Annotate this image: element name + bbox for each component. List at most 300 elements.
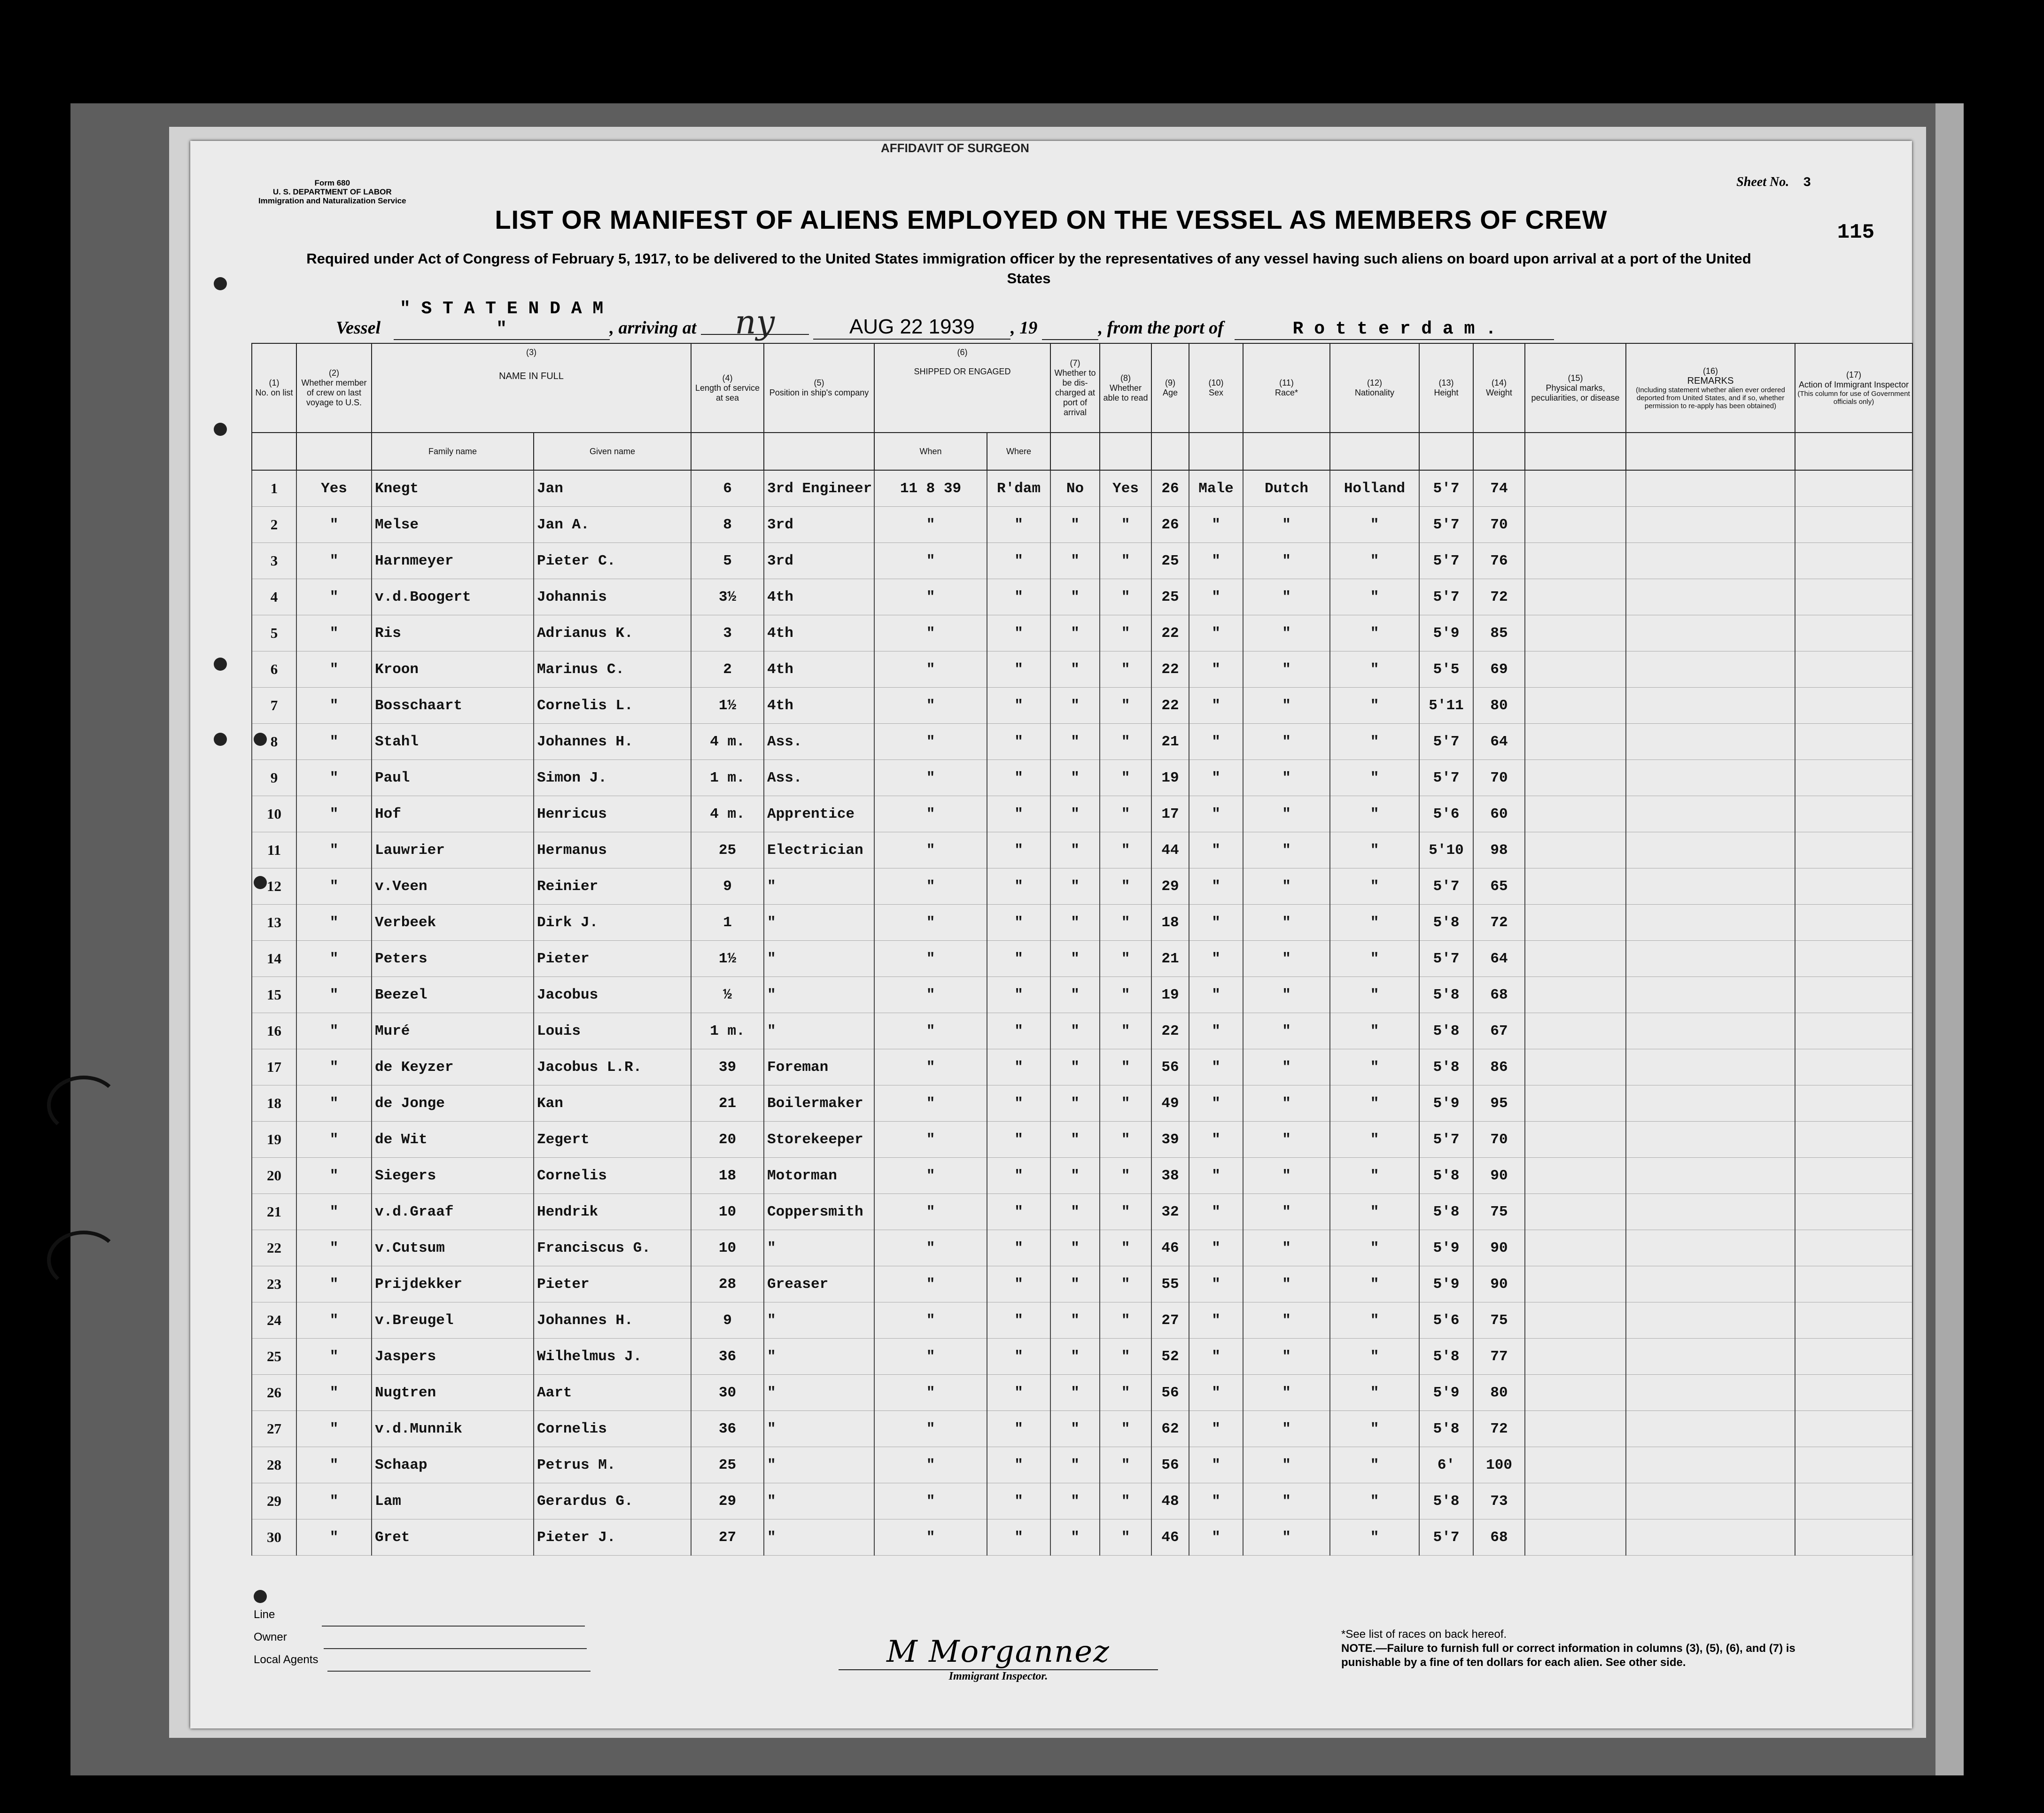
family-name-cell: v.Cutsum <box>372 1230 534 1266</box>
shipped-when-cell: " <box>874 1447 987 1483</box>
shipped-where-cell: " <box>987 1122 1050 1158</box>
length-of-service-cell: 25 <box>691 832 764 868</box>
row-number-cell: 22 <box>252 1230 296 1266</box>
given-name-cell: Henricus <box>534 796 691 832</box>
remarks-cell <box>1626 470 1795 507</box>
shipped-when-cell: " <box>874 724 987 760</box>
age-cell: 38 <box>1151 1158 1189 1194</box>
age-cell: 19 <box>1151 760 1189 796</box>
family-name-cell: Beezel <box>372 977 534 1013</box>
shipped-when-cell: " <box>874 1483 987 1519</box>
physical-marks-cell <box>1525 796 1626 832</box>
race-cell: " <box>1243 1049 1330 1085</box>
sex-cell: " <box>1189 905 1243 941</box>
shipped-when-cell: " <box>874 1339 987 1375</box>
given-name-cell: Petrus M. <box>534 1447 691 1483</box>
able-to-read-cell: " <box>1100 724 1151 760</box>
crew-member-flag-cell: " <box>296 1483 372 1519</box>
age-cell: 19 <box>1151 977 1189 1013</box>
crew-member-flag-cell: Yes <box>296 470 372 507</box>
able-to-read-cell: " <box>1100 977 1151 1013</box>
row-number-cell: 24 <box>252 1302 296 1339</box>
weight-cell: 67 <box>1473 1013 1525 1049</box>
crew-member-flag-cell: " <box>296 941 372 977</box>
family-name-cell: Peters <box>372 941 534 977</box>
discharged-flag-cell: " <box>1050 905 1100 941</box>
able-to-read-cell: " <box>1100 1085 1151 1122</box>
shipped-where-cell: " <box>987 1447 1050 1483</box>
row-number-cell: 17 <box>252 1049 296 1085</box>
row-number-cell: 4 <box>252 579 296 615</box>
inspector-action-cell <box>1795 1230 1912 1266</box>
age-cell: 55 <box>1151 1266 1189 1302</box>
height-cell: 5'10 <box>1419 832 1473 868</box>
remarks-cell <box>1626 1375 1795 1411</box>
weight-cell: 73 <box>1473 1483 1525 1519</box>
age-cell: 22 <box>1151 651 1189 688</box>
crew-member-flag-cell: " <box>296 1266 372 1302</box>
weight-cell: 64 <box>1473 941 1525 977</box>
inspector-action-cell <box>1795 1122 1912 1158</box>
sheet-number-field <box>1736 175 1811 190</box>
nationality-cell: " <box>1330 1339 1419 1375</box>
family-name-cell: Melse <box>372 507 534 543</box>
discharged-flag-cell: " <box>1050 1049 1100 1085</box>
discharged-flag-cell: " <box>1050 507 1100 543</box>
col-weight-header: (14) Weight <box>1473 343 1525 433</box>
sex-cell: " <box>1189 760 1243 796</box>
height-cell: 5'7 <box>1419 941 1473 977</box>
race-cell: " <box>1243 1194 1330 1230</box>
col-position-header: (5) Position in ship's company <box>764 343 874 433</box>
height-cell: 5'9 <box>1419 1085 1473 1122</box>
row-number-cell: 28 <box>252 1447 296 1483</box>
height-cell: 5'7 <box>1419 543 1473 579</box>
physical-marks-cell <box>1525 688 1626 724</box>
given-name-cell: Pieter C. <box>534 543 691 579</box>
given-name-cell: Dirk J. <box>534 905 691 941</box>
age-cell: 21 <box>1151 941 1189 977</box>
remarks-cell <box>1626 1085 1795 1122</box>
height-cell: 5'11 <box>1419 688 1473 724</box>
table-row <box>252 1375 1912 1411</box>
where-subheader: Where <box>987 433 1050 470</box>
shipped-when-cell: " <box>874 615 987 651</box>
discharged-flag-cell: " <box>1050 1013 1100 1049</box>
able-to-read-cell: " <box>1100 1483 1151 1519</box>
family-name-cell: Knegt <box>372 470 534 507</box>
able-to-read-cell: " <box>1100 507 1151 543</box>
inspector-action-cell <box>1795 868 1912 905</box>
nationality-cell: " <box>1330 1266 1419 1302</box>
page-subtitle: Required under Act of Congress of February 5, 1917, to be delivered to the United States immigration officer by the representatives of any vessel having such aliens on board upon arrival at a port of the United States <box>306 250 1751 287</box>
given-name-cell: Adrianus K. <box>534 615 691 651</box>
table-row <box>252 1194 1912 1230</box>
nationality-cell: " <box>1330 941 1419 977</box>
physical-marks-cell <box>1525 507 1626 543</box>
sex-cell: " <box>1189 1230 1243 1266</box>
crew-member-flag-cell: " <box>296 1519 372 1556</box>
sex-cell: " <box>1189 868 1243 905</box>
crew-table-container <box>251 343 1910 1556</box>
weight-cell: 70 <box>1473 760 1525 796</box>
crew-member-flag-cell: " <box>296 1230 372 1266</box>
height-cell: 5'7 <box>1419 724 1473 760</box>
length-of-service-cell: 4 m. <box>691 796 764 832</box>
crew-member-flag-cell: " <box>296 905 372 941</box>
nationality-cell: " <box>1330 1519 1419 1556</box>
inspector-action-cell <box>1795 760 1912 796</box>
height-cell: 5'7 <box>1419 507 1473 543</box>
age-cell: 22 <box>1151 615 1189 651</box>
discharged-flag-cell: " <box>1050 579 1100 615</box>
family-name-cell: v.Veen <box>372 868 534 905</box>
table-row <box>252 724 1912 760</box>
remarks-cell <box>1626 1049 1795 1085</box>
crew-member-flag-cell: " <box>296 1049 372 1085</box>
binder-ring <box>47 1231 120 1290</box>
physical-marks-cell <box>1525 1085 1626 1122</box>
physical-marks-cell <box>1525 1483 1626 1519</box>
owner-field: Owner <box>254 1627 591 1649</box>
able-to-read-cell: " <box>1100 796 1151 832</box>
shipped-where-cell: " <box>987 1230 1050 1266</box>
shipped-where-cell: " <box>987 688 1050 724</box>
physical-marks-cell <box>1525 1049 1626 1085</box>
nationality-cell: " <box>1330 832 1419 868</box>
shipped-where-cell: " <box>987 1483 1050 1519</box>
col-member-header: (2) Whether member of crew on last voyage to U.S. <box>296 343 372 433</box>
length-of-service-cell: 18 <box>691 1158 764 1194</box>
shipped-where-cell: " <box>987 760 1050 796</box>
sheet-number: 3 <box>1803 176 1811 190</box>
crew-member-flag-cell: " <box>296 868 372 905</box>
remarks-cell <box>1626 1302 1795 1339</box>
nationality-cell: " <box>1330 1302 1419 1339</box>
inspector-signature-block <box>839 1635 1158 1683</box>
position-cell: " <box>764 1447 874 1483</box>
able-to-read-cell: " <box>1100 905 1151 941</box>
able-to-read-cell: " <box>1100 1194 1151 1230</box>
physical-marks-cell <box>1525 1411 1626 1447</box>
length-of-service-cell: 3½ <box>691 579 764 615</box>
family-name-cell: Prijdekker <box>372 1266 534 1302</box>
shipped-when-cell: " <box>874 1158 987 1194</box>
able-to-read-cell: " <box>1100 1519 1151 1556</box>
inspector-action-cell <box>1795 615 1912 651</box>
height-cell: 5'9 <box>1419 1266 1473 1302</box>
weight-cell: 90 <box>1473 1230 1525 1266</box>
height-cell: 5'8 <box>1419 1483 1473 1519</box>
nationality-cell: " <box>1330 688 1419 724</box>
col-shipped-header: (6) SHIPPED OR ENGAGED <box>874 343 1050 433</box>
physical-marks-cell <box>1525 1447 1626 1483</box>
height-cell: 5'9 <box>1419 1230 1473 1266</box>
physical-marks-cell <box>1525 832 1626 868</box>
given-name-subheader: Given name <box>534 433 691 470</box>
crew-member-flag-cell: " <box>296 1447 372 1483</box>
physical-marks-cell <box>1525 1519 1626 1556</box>
col-read-header: (8) Whether able to read <box>1100 343 1151 433</box>
crew-member-flag-cell: " <box>296 1085 372 1122</box>
remarks-cell <box>1626 1158 1795 1194</box>
shipped-when-cell: " <box>874 760 987 796</box>
race-cell: " <box>1243 1375 1330 1411</box>
table-row <box>252 543 1912 579</box>
nationality-cell: Holland <box>1330 470 1419 507</box>
shipped-when-cell: " <box>874 832 987 868</box>
nationality-cell: " <box>1330 977 1419 1013</box>
height-cell: 5'8 <box>1419 1339 1473 1375</box>
length-of-service-cell: 1 m. <box>691 1013 764 1049</box>
crew-member-flag-cell: " <box>296 688 372 724</box>
table-row <box>252 1519 1912 1556</box>
age-cell: 62 <box>1151 1411 1189 1447</box>
nationality-cell: " <box>1330 1122 1419 1158</box>
row-number-cell: 26 <box>252 1375 296 1411</box>
family-name-cell: de Wit <box>372 1122 534 1158</box>
given-name-cell: Reinier <box>534 868 691 905</box>
table-row <box>252 905 1912 941</box>
position-cell: Storekeeper <box>764 1122 874 1158</box>
col-sex-header: (10) Sex <box>1189 343 1243 433</box>
weight-cell: 80 <box>1473 1375 1525 1411</box>
able-to-read-cell: " <box>1100 1122 1151 1158</box>
age-cell: 49 <box>1151 1085 1189 1122</box>
height-cell: 5'7 <box>1419 1122 1473 1158</box>
weight-cell: 69 <box>1473 651 1525 688</box>
inspector-action-cell <box>1795 1013 1912 1049</box>
height-cell: 5'7 <box>1419 579 1473 615</box>
family-name-cell: Kroon <box>372 651 534 688</box>
crew-table-body <box>252 470 1912 1556</box>
physical-marks-cell <box>1525 1194 1626 1230</box>
shipped-where-cell: " <box>987 1339 1050 1375</box>
given-name-cell: Cornelis L. <box>534 688 691 724</box>
able-to-read-cell: " <box>1100 543 1151 579</box>
physical-marks-cell <box>1525 760 1626 796</box>
nationality-cell: " <box>1330 651 1419 688</box>
page-number: 115 <box>1837 221 1874 244</box>
physical-marks-cell <box>1525 651 1626 688</box>
punch-hole <box>214 658 227 671</box>
shipped-when-cell: " <box>874 941 987 977</box>
able-to-read-cell: " <box>1100 688 1151 724</box>
row-number-cell: 27 <box>252 1411 296 1447</box>
row-number-cell: 8 <box>252 724 296 760</box>
race-cell: " <box>1243 1302 1330 1339</box>
inspector-action-cell <box>1795 1194 1912 1230</box>
able-to-read-cell: " <box>1100 1339 1151 1375</box>
col-remarks-header: (16) REMARKS (Including statement whether alien ever ordered deported from United States, and if so, whether permission to re-apply has been obtained) <box>1626 343 1795 433</box>
shipped-where-cell: " <box>987 1049 1050 1085</box>
shipped-when-cell: " <box>874 1266 987 1302</box>
height-cell: 5'8 <box>1419 1411 1473 1447</box>
nationality-cell: " <box>1330 1158 1419 1194</box>
position-cell: " <box>764 1230 874 1266</box>
crew-member-flag-cell: " <box>296 796 372 832</box>
sex-cell: " <box>1189 1122 1243 1158</box>
able-to-read-cell: " <box>1100 760 1151 796</box>
race-cell: " <box>1243 579 1330 615</box>
weight-cell: 90 <box>1473 1266 1525 1302</box>
table-row <box>252 1339 1912 1375</box>
weight-cell: 75 <box>1473 1302 1525 1339</box>
position-cell: " <box>764 1411 874 1447</box>
physical-marks-cell <box>1525 724 1626 760</box>
crew-member-flag-cell: " <box>296 832 372 868</box>
table-row <box>252 1266 1912 1302</box>
remarks-cell <box>1626 579 1795 615</box>
physical-marks-cell <box>1525 470 1626 507</box>
table-row <box>252 941 1912 977</box>
race-cell: " <box>1243 977 1330 1013</box>
length-of-service-cell: 27 <box>691 1519 764 1556</box>
weight-cell: 70 <box>1473 1122 1525 1158</box>
agents-field: Local Agents <box>254 1649 591 1672</box>
crew-member-flag-cell: " <box>296 724 372 760</box>
able-to-read-cell: " <box>1100 941 1151 977</box>
inspector-action-cell <box>1795 1085 1912 1122</box>
able-to-read-cell: " <box>1100 579 1151 615</box>
height-cell: 5'8 <box>1419 1049 1473 1085</box>
race-cell: " <box>1243 1447 1330 1483</box>
crew-member-flag-cell: " <box>296 1194 372 1230</box>
height-cell: 5'7 <box>1419 470 1473 507</box>
age-cell: 22 <box>1151 688 1189 724</box>
position-cell: Coppersmith <box>764 1194 874 1230</box>
age-cell: 46 <box>1151 1519 1189 1556</box>
family-name-cell: Stahl <box>372 724 534 760</box>
nationality-cell: " <box>1330 1483 1419 1519</box>
nationality-cell: " <box>1330 905 1419 941</box>
physical-marks-cell <box>1525 1230 1626 1266</box>
remarks-cell <box>1626 1194 1795 1230</box>
physical-marks-cell <box>1525 543 1626 579</box>
length-of-service-cell: 30 <box>691 1375 764 1411</box>
row-number-cell: 2 <box>252 507 296 543</box>
shipped-when-cell: " <box>874 868 987 905</box>
given-name-cell: Pieter <box>534 941 691 977</box>
age-cell: 32 <box>1151 1194 1189 1230</box>
physical-marks-cell <box>1525 977 1626 1013</box>
shipped-when-cell: " <box>874 688 987 724</box>
remarks-cell <box>1626 905 1795 941</box>
given-name-cell: Aart <box>534 1375 691 1411</box>
sex-cell: " <box>1189 1411 1243 1447</box>
position-cell: 4th <box>764 651 874 688</box>
row-number-cell: 6 <box>252 651 296 688</box>
row-number-cell: 15 <box>252 977 296 1013</box>
discharged-flag-cell: " <box>1050 1375 1100 1411</box>
length-of-service-cell: 39 <box>691 1049 764 1085</box>
length-of-service-cell: 25 <box>691 1447 764 1483</box>
discharged-flag-cell: " <box>1050 1302 1100 1339</box>
length-of-service-cell: 36 <box>691 1411 764 1447</box>
age-cell: 26 <box>1151 507 1189 543</box>
binder-ring <box>47 1076 120 1135</box>
age-cell: 17 <box>1151 796 1189 832</box>
shipped-when-cell: " <box>874 1375 987 1411</box>
table-row <box>252 1447 1912 1483</box>
height-cell: 5'6 <box>1419 1302 1473 1339</box>
row-number-cell: 29 <box>252 1483 296 1519</box>
shipped-where-cell: " <box>987 941 1050 977</box>
crew-member-flag-cell: " <box>296 651 372 688</box>
height-cell: 5'5 <box>1419 651 1473 688</box>
discharged-flag-cell: " <box>1050 1483 1100 1519</box>
sex-cell: " <box>1189 724 1243 760</box>
position-cell: " <box>764 977 874 1013</box>
position-cell: Boilermaker <box>764 1085 874 1122</box>
sex-cell: " <box>1189 1339 1243 1375</box>
able-to-read-cell: " <box>1100 1013 1151 1049</box>
family-name-cell: Muré <box>372 1013 534 1049</box>
nationality-cell: " <box>1330 1375 1419 1411</box>
inspector-action-cell <box>1795 1158 1912 1194</box>
discharged-flag-cell: " <box>1050 868 1100 905</box>
family-name-cell: Schaap <box>372 1447 534 1483</box>
sex-cell: " <box>1189 1266 1243 1302</box>
remarks-cell <box>1626 941 1795 977</box>
inspector-action-cell <box>1795 688 1912 724</box>
sex-cell: " <box>1189 832 1243 868</box>
age-cell: 21 <box>1151 724 1189 760</box>
race-cell: " <box>1243 1158 1330 1194</box>
shipped-where-cell: " <box>987 1194 1050 1230</box>
weight-cell: 72 <box>1473 579 1525 615</box>
row-number-cell: 20 <box>252 1158 296 1194</box>
nationality-cell: " <box>1330 724 1419 760</box>
discharged-flag-cell: " <box>1050 1339 1100 1375</box>
row-number-cell: 18 <box>252 1085 296 1122</box>
table-row <box>252 1085 1912 1122</box>
length-of-service-cell: 20 <box>691 1122 764 1158</box>
col-service-header: (4) Length of service at sea <box>691 343 764 433</box>
length-of-service-cell: 2 <box>691 651 764 688</box>
length-of-service-cell: 4 m. <box>691 724 764 760</box>
race-cell: " <box>1243 688 1330 724</box>
given-name-cell: Wilhelmus J. <box>534 1339 691 1375</box>
length-of-service-cell: 10 <box>691 1230 764 1266</box>
nationality-cell: " <box>1330 1085 1419 1122</box>
inspector-action-cell <box>1795 905 1912 941</box>
given-name-cell: Hermanus <box>534 832 691 868</box>
nationality-cell: " <box>1330 1049 1419 1085</box>
crew-member-flag-cell: " <box>296 1302 372 1339</box>
given-name-cell: Gerardus G. <box>534 1483 691 1519</box>
length-of-service-cell: 1½ <box>691 688 764 724</box>
shipped-where-cell: " <box>987 1266 1050 1302</box>
row-number-cell: 5 <box>252 615 296 651</box>
table-row <box>252 977 1912 1013</box>
position-cell: Ass. <box>764 760 874 796</box>
family-name-cell: Nugtren <box>372 1375 534 1411</box>
discharged-flag-cell: " <box>1050 1519 1100 1556</box>
row-number-cell: 9 <box>252 760 296 796</box>
length-of-service-cell: 3 <box>691 615 764 651</box>
weight-cell: 77 <box>1473 1339 1525 1375</box>
position-cell: Ass. <box>764 724 874 760</box>
form-header <box>258 178 406 205</box>
inspector-action-cell <box>1795 1411 1912 1447</box>
table-row <box>252 796 1912 832</box>
shipped-when-cell: " <box>874 1085 987 1122</box>
shipped-where-cell: " <box>987 579 1050 615</box>
discharged-flag-cell: " <box>1050 796 1100 832</box>
table-row <box>252 1411 1912 1447</box>
family-name-cell: Harnmeyer <box>372 543 534 579</box>
